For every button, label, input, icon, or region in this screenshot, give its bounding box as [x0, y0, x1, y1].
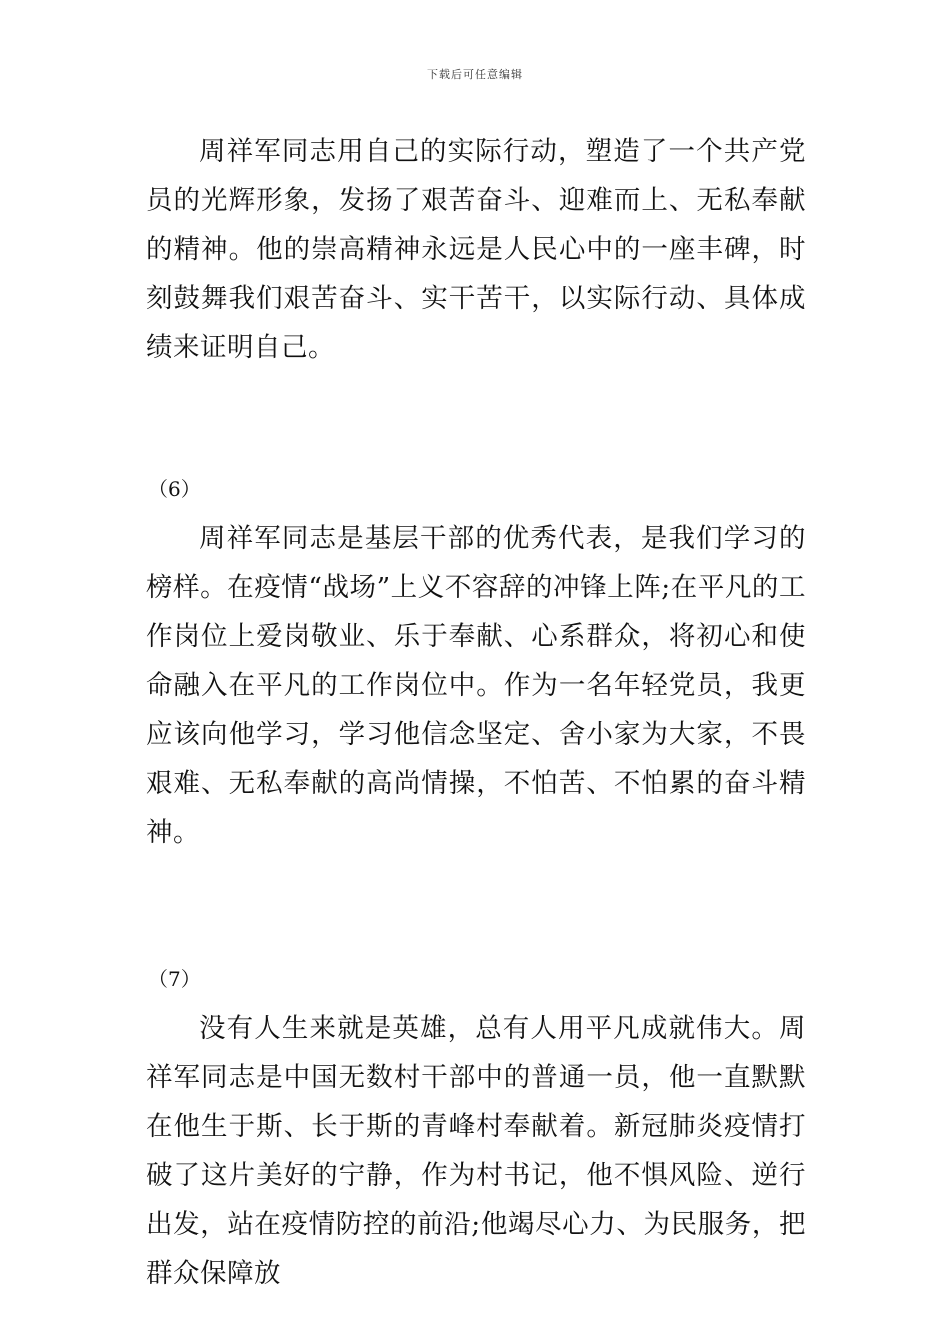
- paragraph-6-body: 周祥军同志是基层干部的优秀代表，是我们学习的榜样。在疫情“战场”上义不容辞的冲锋上阵;在平凡的工作岗位上爱岗敬业、乐于奉献、心系群众，将初心和使命融入在平凡的工作岗位中。作为一名年轻党员，我更应该向他学习，学习他信念坚定、舍小家为大家，不畏艰难、无私奉献的高尚情操，不怕苦、不怕累的奋斗精神。: [146, 523, 806, 848]
- paragraph-5-body: 周祥军同志用自己的实际行动，塑造了一个共产党员的光辉形象，发扬了艰苦奋斗、迎难而上、无私奉献的精神。他的崇高精神永远是人民心中的一座丰碑，时刻鼓舞我们艰苦奋斗、实干苦干，以实际行动、具体成绩来证明自己。: [146, 136, 806, 363]
- section-number-6: （6）: [148, 477, 201, 501]
- page-header-note: 下载后可任意编辑: [427, 68, 523, 81]
- section-number-7: （7）: [148, 967, 201, 991]
- section-spacer: [146, 857, 806, 955]
- paragraph-7-body: 没有人生来就是英雄，总有人用平凡成就伟大。周祥军同志是中国无数村干部中的普通一员，他一直默默在他生于斯、长于斯的青峰村奉献着。新冠肺炎疫情打破了这片美好的宁静，作为村书记，他不惧风险、逆行出发，站在疫情防控的前沿;他竭尽心力、为民服务，把群众保障放: [146, 1013, 806, 1289]
- section-spacer: [146, 372, 806, 465]
- document-body: [146, 127, 806, 1298]
